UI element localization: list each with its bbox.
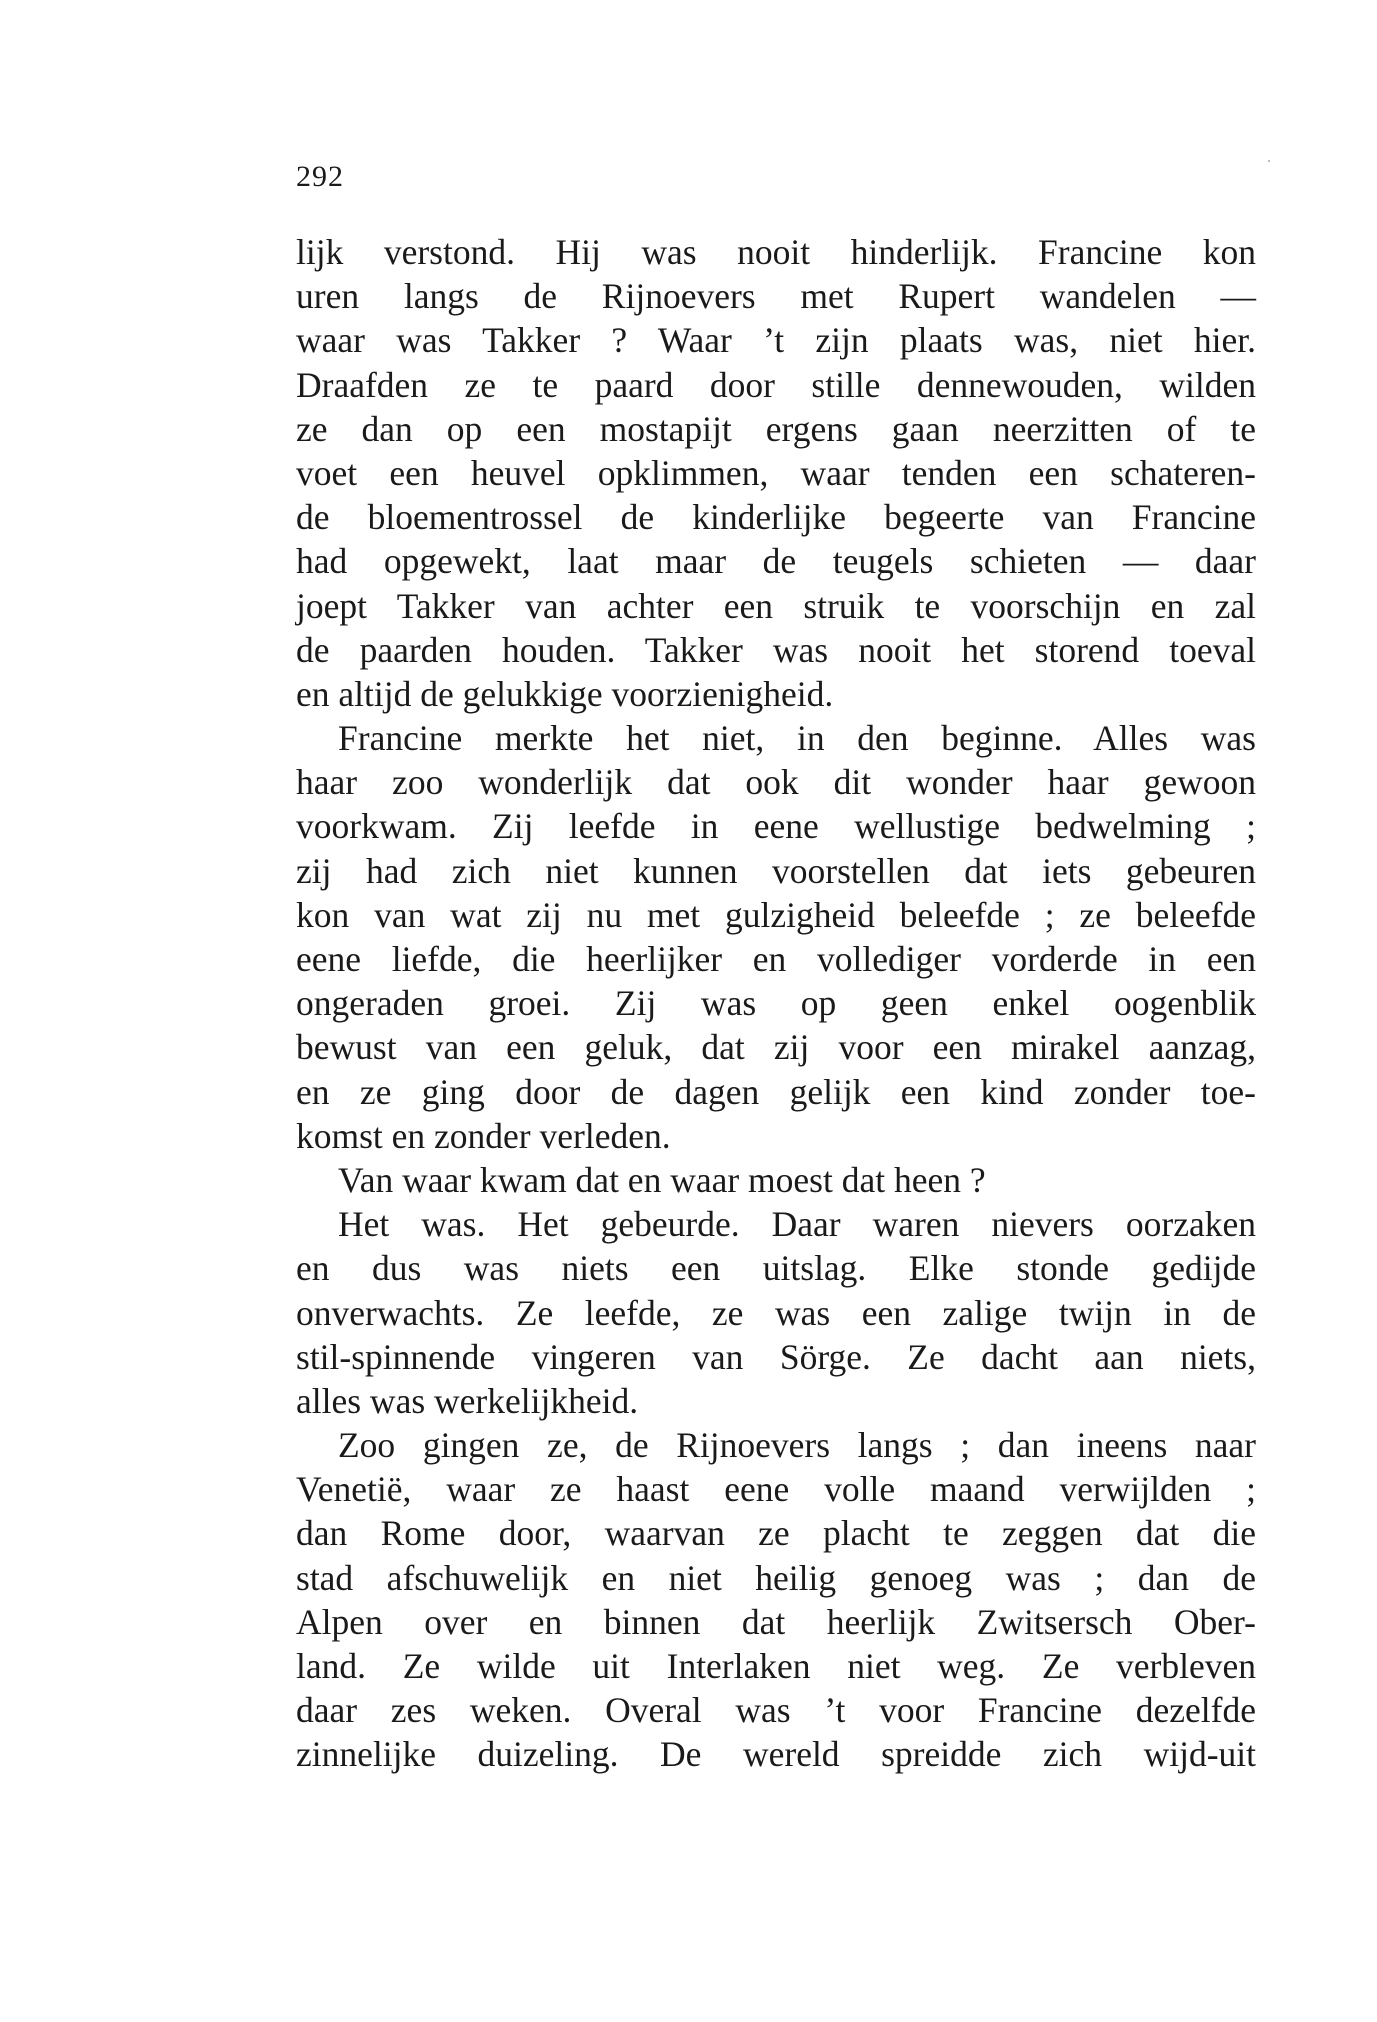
text-line: de paarden houden. Takker was nooit het storend toeval (296, 629, 1256, 670)
text-line: onverwachts. Ze leefde, ze was een zalige twijn in de (296, 1292, 1256, 1333)
text-line: Venetië, waar ze haast eene volle maand verwijlden ; (296, 1469, 1256, 1510)
text-line: kon van wat zij nu met gulzigheid beleefde ; ze beleefde (296, 894, 1256, 935)
page-number: 292 (296, 160, 344, 193)
body-text (296, 230, 1256, 1777)
text-line: alles was werkelijkheid. (296, 1380, 639, 1421)
text-line: land. Ze wilde uit Interlaken niet weg. Ze verbleven (296, 1646, 1256, 1686)
text-line: daar zes weken. Overal was ’t voor Francine dezelfde (296, 1690, 1256, 1731)
text-line: ongeraden groei. Zij was op geen enkel oogenblik (296, 983, 1256, 1024)
text-line: Zoo gingen ze, de Rijnoevers langs ; dan ineens naar (338, 1425, 1256, 1466)
text-line: uren langs de Rijnoevers met Rupert wandelen — (296, 276, 1256, 317)
text-line: stil-spinnende vingeren van Sörge. Ze dacht aan niets, (296, 1336, 1256, 1377)
text-line: joept Takker van achter een struik te voorschijn en zal (296, 585, 1256, 626)
text-line: Francine merkte het niet, in den beginne. Alles was (338, 718, 1256, 759)
text-line: haar zoo wonderlijk dat ook dit wonder haar gewoon (296, 762, 1256, 803)
text-line: voorkwam. Zij leefde in eene wellustige bedwelming ; (296, 806, 1256, 847)
text-line: en altijd de gelukkige voorzienigheid. (296, 673, 834, 714)
text-line: had opgewekt, laat maar de teugels schieten — daar (296, 541, 1256, 582)
scan-speck (1268, 160, 1270, 162)
text-line: voet een heuvel opklimmen, waar tenden een schateren- (296, 452, 1256, 493)
text-line: de bloementrossel de kinderlijke begeerte van Francine (296, 497, 1256, 538)
text-line: bewust van een geluk, dat zij voor een mirakel aanzag, (296, 1027, 1256, 1068)
text-line: zinnelijke duizeling. De wereld spreidde zich wijd-uit (296, 1734, 1256, 1775)
text-line: stad afschuwelijk en niet heilig genoeg was ; dan de (296, 1557, 1256, 1598)
text-line: dan Rome door, waarvan ze placht te zeggen dat die (296, 1513, 1256, 1554)
text-line: ze dan op een mostapijt ergens gaan neerzitten of te (296, 408, 1256, 449)
text-line: lijk verstond. Hij was nooit hinderlijk. Francine kon (296, 232, 1256, 272)
text-line: Van waar kwam dat en waar moest dat heen ? (338, 1159, 986, 1200)
text-line: en dus was niets een uitslag. Elke stonde gedijde (296, 1248, 1256, 1289)
text-line: eene liefde, die heerlijker en vollediger vorderde in een (296, 939, 1256, 979)
text-line: zij had zich niet kunnen voorstellen dat iets gebeuren (296, 850, 1256, 891)
text-line: en ze ging door de dagen gelijk een kind zonder toe- (296, 1071, 1256, 1112)
text-line: Het was. Het gebeurde. Daar waren nievers oorzaken (338, 1204, 1256, 1245)
text-line: komst en zonder verleden. (296, 1115, 671, 1156)
text-line: waar was Takker ? Waar ’t zijn plaats was, niet hier. (296, 320, 1256, 361)
text-line: Draafden ze te paard door stille dennewouden, wilden (296, 364, 1256, 405)
text-line: Alpen over en binnen dat heerlijk Zwitsersch Ober- (296, 1601, 1256, 1642)
